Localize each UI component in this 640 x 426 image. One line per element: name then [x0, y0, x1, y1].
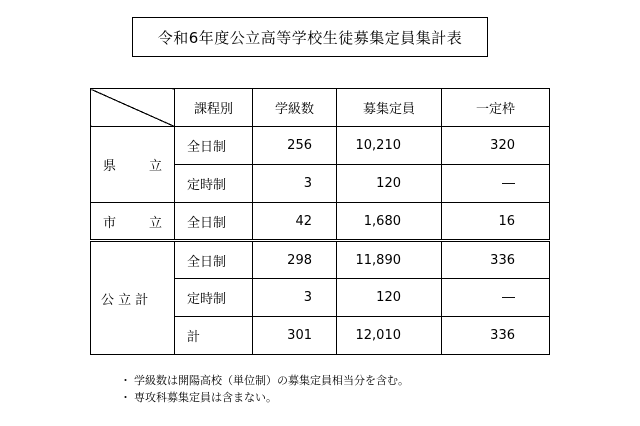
course-cell: 全日制	[175, 127, 253, 165]
group-prefectural	[91, 127, 175, 203]
enrollment-summary-table	[90, 88, 550, 355]
capacity-cell: 11,890	[337, 241, 442, 279]
group-municipal-right: 立	[148, 215, 162, 231]
header-classes: 学級数	[253, 89, 337, 127]
header-capacity: 募集定員	[337, 89, 442, 127]
group-public-total-label: 公 立 計	[101, 292, 149, 308]
header-row	[91, 89, 550, 127]
footnote-text: 学級数は開陽高校（単位制）の募集定員相当分を含む。	[134, 374, 409, 387]
course-cell: 全日制	[175, 241, 253, 279]
footnote-bullet: ・	[120, 391, 131, 404]
classes-cell: 301	[253, 317, 337, 355]
table-row	[91, 241, 550, 279]
classes-cell: 298	[253, 241, 337, 279]
table-title: 令和6年度公立高等学校生徒募集定員集計表	[132, 17, 488, 57]
classes-cell: 42	[253, 203, 337, 241]
course-cell: 計	[175, 317, 253, 355]
classes-cell: 256	[253, 127, 337, 165]
footnote	[120, 389, 409, 406]
corner-diagonal-cell	[91, 89, 175, 127]
classes-cell: 3	[253, 279, 337, 317]
quota-cell: ―	[442, 279, 550, 317]
quota-cell: 320	[442, 127, 550, 165]
course-cell: 定時制	[175, 165, 253, 203]
course-cell: 全日制	[175, 203, 253, 241]
classes-cell: 3	[253, 165, 337, 203]
group-municipal	[91, 203, 175, 241]
quota-cell: ―	[442, 165, 550, 203]
capacity-cell: 10,210	[337, 127, 442, 165]
capacity-cell: 12,010	[337, 317, 442, 355]
table-row	[91, 203, 550, 241]
footnotes	[120, 372, 409, 406]
group-municipal-left: 市	[103, 215, 117, 231]
group-public-total	[91, 241, 175, 355]
group-prefectural-left: 県	[103, 159, 117, 174]
header-quota: 一定枠	[442, 89, 550, 127]
header-course: 課程別	[175, 89, 253, 127]
group-prefectural-right: 立	[148, 159, 162, 174]
capacity-cell: 120	[337, 165, 442, 203]
capacity-cell: 1,680	[337, 203, 442, 241]
footnote-bullet: ・	[120, 374, 131, 387]
table-row	[91, 127, 550, 165]
footnote-text: 専攻科募集定員は含まない。	[134, 391, 277, 404]
quota-cell: 336	[442, 317, 550, 355]
capacity-cell: 120	[337, 279, 442, 317]
footnote	[120, 372, 409, 389]
course-cell: 定時制	[175, 279, 253, 317]
quota-cell: 16	[442, 203, 550, 241]
quota-cell: 336	[442, 241, 550, 279]
